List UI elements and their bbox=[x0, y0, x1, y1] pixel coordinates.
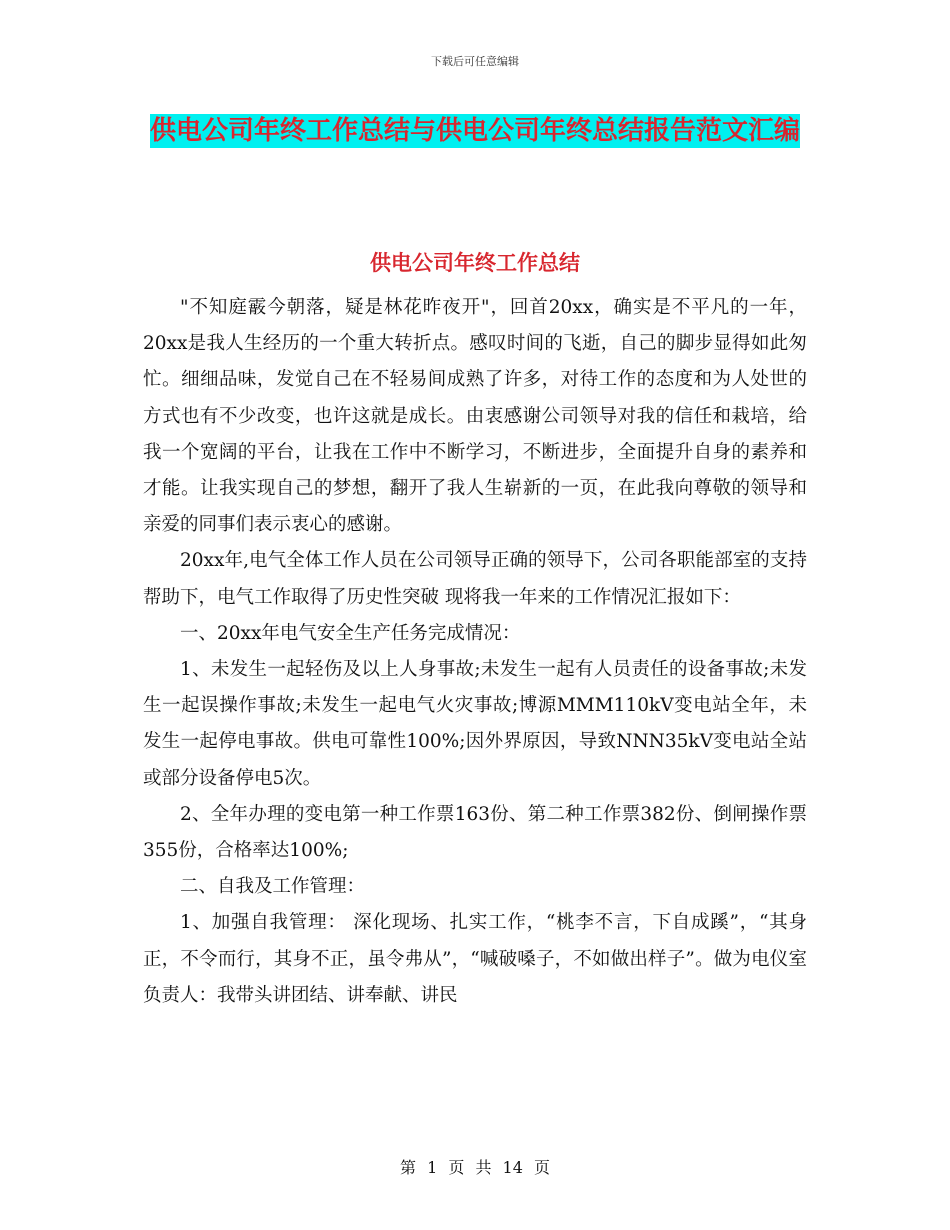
paragraph: 2、全年办理的变电第一种工作票163份、第二种工作票382份、倒闸操作票355份，合格率达100%; bbox=[143, 803, 807, 862]
paragraph: 一、20xx年电气安全生产任务完成情况： bbox=[180, 622, 521, 644]
paragraph: 20xx年,电气全体工作人员在公司领导正确的领导下，公司各职能部室的支持帮助下，电气工作取得了历史性突破 现将我一年来的工作情况汇报如下： bbox=[143, 550, 807, 608]
document-body bbox=[143, 290, 807, 1014]
paragraph: 1、未发生一起轻伤及以上人身事故;未发生一起有人员责任的设备事故;未发生一起误操作事故;未发生一起电气火灾事故;博源MMM110kV变电站全年，未发生一起停电事故。供电可靠性100%;因外界原因，导致NNN35kV变电站全站或部分设备停电5次。 bbox=[143, 659, 807, 789]
paragraph: 二、自我及工作管理： bbox=[180, 876, 366, 898]
paragraph: "不知庭霰今朝落，疑是林花昨夜开"，回首20xx，确实是不平凡的一年，20xx是我人生经历的一个重大转折点。感叹时间的飞逝，自己的脚步显得如此匆忙。细细品味，发觉自己在不轻易间成熟了许多，对待工作的态度和为人处世的方式也有不少改变，也许这就是成长。由衷感谢公司领导对我的信任和栽培，给我一个宽阔的平台，让我在工作中不断学习，不断进步，全面提升自身的素养和才能。让我实现自己的梦想，翻开了我人生崭新的一页，在此我向尊敬的领导和亲爱的同事们表示衷心的感谢。 bbox=[143, 297, 807, 536]
section-title: 供电公司年终工作总结 bbox=[370, 251, 580, 275]
document-title-text: 供电公司年终工作总结与供电公司年终总结报告范文汇编 bbox=[149, 116, 800, 146]
document-title bbox=[130, 108, 820, 154]
paragraph: 1、加强自我管理： 深化现场、扎实工作，“桃李不言，下自成蹊”，“其身正，不令而行，其身不正，虽令弗从”，“喊破嗓子，不如做出样子”。做为电仪室负责人：我带头讲团结、讲奉献、讲民 bbox=[143, 912, 807, 1006]
page-number: 第 1 页 共 14 页 bbox=[400, 1158, 550, 1177]
header-note: 下载后可任意编辑 bbox=[431, 55, 519, 68]
